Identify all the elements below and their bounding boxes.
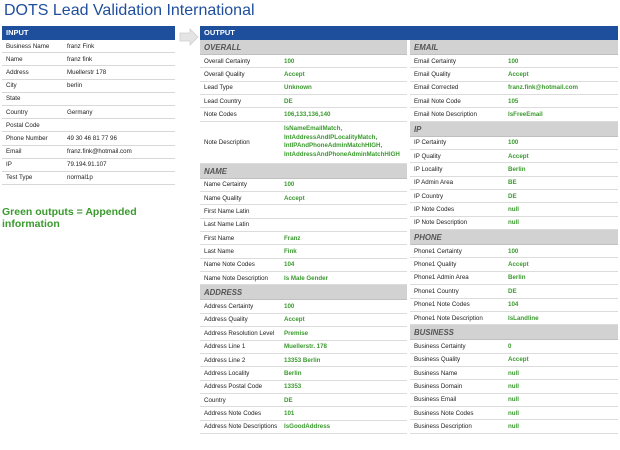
input-row-business-name (2, 40, 175, 53)
output-row-note-codes (200, 108, 407, 121)
output-row-address-line-2 (200, 354, 407, 367)
output-value: Accept (284, 194, 305, 202)
output-left-column (200, 40, 407, 434)
output-value: DE (508, 192, 517, 200)
input-label: IP (6, 161, 12, 169)
output-value: Is Male Gender (284, 274, 329, 282)
input-row-email (2, 146, 175, 159)
output-label: Business Name (414, 369, 458, 377)
output-value: Muellerstr. 178 (284, 343, 327, 351)
section-header-name: NAME (200, 164, 407, 179)
output-label: Name Quality (204, 194, 242, 202)
output-value: 100 (508, 139, 519, 147)
input-value: 49 30 46 81 77 96 (67, 134, 117, 142)
output-row-last-name-latin (200, 219, 407, 232)
output-label: Business Email (414, 396, 457, 404)
input-row-name (2, 53, 175, 66)
output-label: First Name Latin (204, 208, 250, 216)
output-value: 100 (284, 303, 295, 311)
output-value: DE (508, 287, 517, 295)
output-label: IP Certainty (414, 139, 447, 147)
output-row-business-certainty (410, 340, 618, 353)
output-label: Email Quality (414, 71, 451, 79)
input-value: berlin (67, 82, 83, 90)
output-label: Note Codes (204, 111, 237, 119)
output-row-ip-country (410, 190, 618, 203)
output-label: Overall Quality (204, 71, 245, 79)
output-value: Berlin (508, 166, 526, 174)
output-value: Accept (284, 71, 305, 79)
output-row-phone1-note-description (410, 312, 618, 325)
output-row-phone1-quality (410, 258, 618, 271)
input-row-address (2, 66, 175, 79)
output-row-name-quality (200, 192, 407, 205)
section-header-overall: OVERALL (200, 40, 407, 55)
output-label: Business Certainty (414, 342, 466, 350)
output-row-business-name (410, 367, 618, 380)
output-label: IP Quality (414, 152, 441, 160)
output-value: 100 (284, 57, 295, 65)
input-row-country (2, 106, 175, 119)
output-label: Email Certainty (414, 57, 456, 65)
output-label: First Name (204, 234, 235, 242)
output-value: null (508, 409, 519, 417)
output-row-phone1-admin-area (410, 272, 618, 285)
output-label: Address Note Codes (204, 409, 262, 417)
output-value: 104 (284, 261, 295, 269)
output-label: Business Quality (414, 356, 461, 364)
output-label: IP Admin Area (414, 179, 454, 187)
output-label: Business Domain (414, 382, 463, 390)
output-value: Fink (284, 248, 297, 256)
output-label: Phone1 Certainty (414, 247, 462, 255)
output-value: Accept (284, 316, 305, 324)
output-label: Phone1 Country (414, 287, 459, 295)
output-value: null (508, 369, 519, 377)
output-row-address-locality (200, 367, 407, 380)
output-row-address-line-1 (200, 341, 407, 354)
output-label: Last Name Latin (204, 221, 250, 229)
output-row-address-resolution-level (200, 327, 407, 340)
output-value: IsLandline (508, 314, 539, 322)
output-value: Premise (284, 329, 309, 337)
input-label: City (6, 82, 17, 90)
output-value: 101 (284, 409, 295, 417)
output-row-note-description (200, 122, 407, 164)
output-label: Address Certainty (204, 303, 254, 311)
output-row-ip-note-description (410, 217, 618, 230)
output-row-lead-type (200, 82, 407, 95)
output-value: null (508, 382, 519, 390)
output-label: Business Note Codes (414, 409, 474, 417)
section-header-ip: IP (410, 122, 618, 137)
input-value: Muellerstr 178 (67, 68, 107, 76)
input-panel (2, 26, 175, 185)
output-row-name-note-description (200, 272, 407, 285)
output-row-phone1-country (410, 285, 618, 298)
output-label: Name Note Description (204, 274, 268, 282)
output-value: IsFreeEmail (508, 111, 543, 119)
output-label: Lead Country (204, 97, 242, 105)
output-value: 100 (508, 57, 519, 65)
output-value: BE (508, 179, 517, 187)
input-row-state (2, 93, 175, 106)
input-value: franz.fink@hotmail.com (67, 148, 132, 156)
input-rows (2, 40, 175, 185)
input-value: franz fink (67, 55, 93, 63)
output-label: IP Country (414, 192, 444, 200)
output-row-first-name-latin (200, 205, 407, 218)
input-label: Country (6, 108, 28, 116)
output-row-business-email (410, 394, 618, 407)
input-value: Germany (67, 108, 93, 116)
output-label: Name Note Codes (204, 261, 255, 269)
output-value: null (508, 396, 519, 404)
output-header: OUTPUT (200, 26, 618, 40)
output-value: 105 (508, 97, 519, 105)
output-label: Email Note Description (414, 111, 477, 119)
output-row-business-quality (410, 354, 618, 367)
output-row-address-note-codes (200, 407, 407, 420)
input-row-city (2, 80, 175, 93)
output-row-first-name (200, 232, 407, 245)
section-header-business: BUSINESS (410, 325, 618, 340)
output-value: Accept (508, 152, 529, 160)
output-right-column (410, 40, 618, 434)
output-row-address-note-descriptions (200, 421, 407, 434)
output-label: Business Description (414, 422, 472, 430)
output-row-ip-locality (410, 163, 618, 176)
output-label: IP Locality (414, 166, 443, 174)
output-row-business-domain (410, 380, 618, 393)
output-label: IP Note Codes (414, 206, 455, 214)
output-row-business-note-codes (410, 407, 618, 420)
output-label: Address Line 2 (204, 356, 246, 364)
input-label: Business Name (6, 42, 50, 50)
input-label: Address (6, 68, 29, 76)
input-label: Phone Number (6, 134, 48, 142)
output-label: Phone1 Quality (414, 261, 457, 269)
output-label: Address Line 1 (204, 343, 246, 351)
output-row-address-quality (200, 314, 407, 327)
output-value: Accept (508, 261, 529, 269)
output-row-address-certainty (200, 300, 407, 313)
appended-info-note: Green outputs = Appended information (2, 206, 137, 230)
output-row-name-certainty (200, 179, 407, 192)
output-label: Overall Certainty (204, 57, 251, 65)
output-label: Phone1 Note Description (414, 314, 483, 322)
output-panel (200, 26, 618, 434)
output-row-last-name (200, 245, 407, 258)
output-value: Unknown (284, 84, 312, 92)
output-row-email-corrected (410, 82, 618, 95)
output-value: Berlin (284, 369, 302, 377)
output-row-ip-quality (410, 150, 618, 163)
output-label: Address Postal Code (204, 383, 263, 391)
input-label: Email (6, 148, 22, 156)
output-value: Franz (284, 234, 301, 242)
output-row-country (200, 394, 407, 407)
section-header-address: ADDRESS (200, 285, 407, 300)
output-value: 100 (284, 181, 295, 189)
output-value: Accept (508, 356, 529, 364)
output-value: DE (284, 97, 293, 105)
output-label: Email Note Code (414, 97, 461, 105)
output-row-overall-certainty (200, 55, 407, 68)
output-label: Address Resolution Level (204, 329, 275, 337)
output-label: Name Certainty (204, 181, 247, 189)
output-row-email-note-code (410, 95, 618, 108)
output-value: IsNameEmailMatch, IntAddressAndIPLocalityMatch, IntIPAndPhoneAdminMatchHIGH, IntAddressAndPhoneAdminMatchHIGH (284, 125, 400, 158)
output-row-email-quality (410, 68, 618, 81)
output-row-ip-admin-area (410, 177, 618, 190)
output-value: null (508, 219, 519, 227)
input-label: Name (6, 55, 23, 63)
output-value: 104 (508, 301, 519, 309)
arrow-right-icon (179, 28, 199, 46)
output-label: Lead Type (204, 84, 233, 92)
output-row-email-note-description (410, 108, 618, 121)
input-label: Test Type (6, 174, 33, 182)
page-title: DOTS Lead Validation International (4, 2, 255, 19)
output-label: Note Description (204, 138, 250, 146)
input-row-postal-code (2, 119, 175, 132)
output-row-business-description (410, 420, 618, 433)
output-value: 13353 Berlin (284, 356, 321, 364)
output-label: Address Note Descriptions (204, 423, 278, 431)
output-label: Address Quality (204, 316, 248, 324)
section-header-email: EMAIL (410, 40, 618, 55)
output-value: 106,133,136,140 (284, 111, 331, 119)
output-value: DE (284, 396, 293, 404)
output-value: null (508, 206, 519, 214)
output-row-ip-certainty (410, 137, 618, 150)
input-label: State (6, 95, 21, 103)
output-value: Accept (508, 71, 529, 79)
output-value: 100 (508, 247, 519, 255)
output-row-ip-note-codes (410, 203, 618, 216)
output-row-address-postal-code (200, 381, 407, 394)
output-label: Phone1 Note Codes (414, 301, 470, 309)
output-value: 0 (508, 342, 512, 350)
output-value: 13353 (284, 383, 302, 391)
output-value: Berlin (508, 274, 526, 282)
output-value: IsGoodAddress (284, 423, 331, 431)
section-header-phone: PHONE (410, 230, 618, 245)
output-label: IP Note Description (414, 219, 468, 227)
input-label: Postal Code (6, 121, 40, 129)
output-row-phone1-certainty (410, 245, 618, 258)
output-label: Email Corrected (414, 84, 459, 92)
output-row-lead-country (200, 95, 407, 108)
output-row-name-note-codes (200, 259, 407, 272)
input-row-test-type (2, 172, 175, 185)
input-row-ip (2, 159, 175, 172)
input-value: 79.194.91.107 (67, 161, 107, 169)
output-row-email-certainty (410, 55, 618, 68)
input-header: INPUT (2, 26, 175, 40)
output-row-overall-quality (200, 68, 407, 81)
input-value: normal1p (67, 174, 93, 182)
input-row-phone-number (2, 132, 175, 145)
output-value: franz.fink@hotmail.com (508, 84, 578, 92)
output-value: null (508, 422, 519, 430)
output-label: Address Locality (204, 369, 250, 377)
input-value: franz Fink (67, 42, 95, 50)
output-row-phone1-note-codes (410, 299, 618, 312)
output-label: Last Name (204, 248, 234, 256)
output-label: Phone1 Admin Area (414, 274, 469, 282)
output-label: Country (204, 396, 226, 404)
